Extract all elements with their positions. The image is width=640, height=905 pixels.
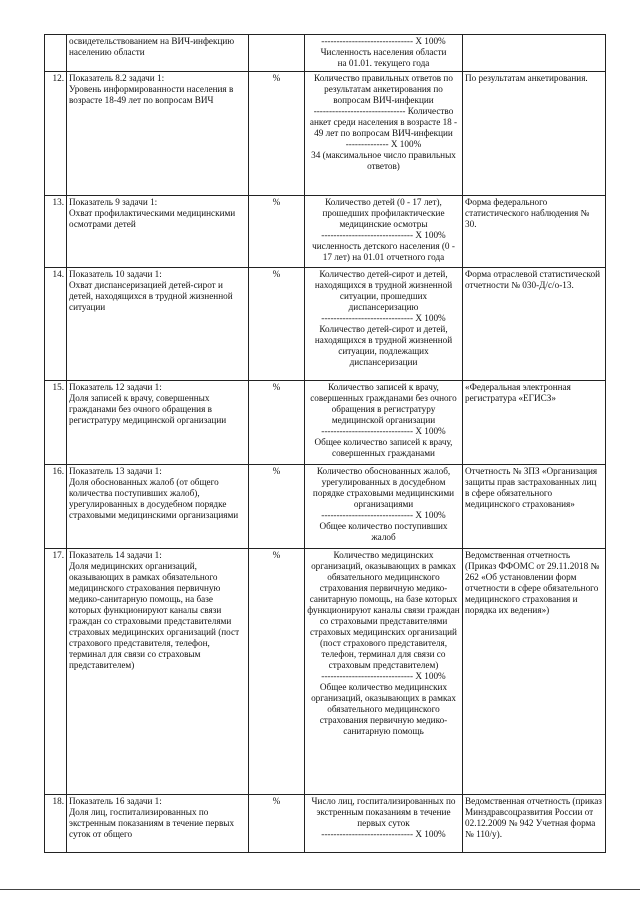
row-number: 17.: [45, 549, 67, 795]
indicator-name-line: Доля обоснованных жалоб (от общего количества поступивших жалоб), урегулированных в досудебном порядке страховыми медицинскими организациями: [69, 477, 239, 520]
table-row: [45, 72, 606, 196]
indicator-name: [67, 795, 249, 853]
table-row: [45, 465, 606, 549]
formula-line: ------------------------------ X 100%: [321, 829, 446, 839]
formula-line: Общее количество медицинских организаций, оказывающих в рамках обязательного медицинского страхования первичную медико-санитарную помощь: [311, 682, 456, 736]
indicator-name-line: освидетельствованием на ВИЧ-инфекцию населению области: [69, 36, 235, 57]
table-row: [45, 549, 606, 795]
unit-of-measure: %: [249, 72, 305, 196]
row-number: 15.: [45, 381, 67, 465]
formula-line: Количество детей-сирот и детей, находящихся в трудной жизненной ситуации, прошедших диспансеризацию: [314, 269, 453, 312]
data-source: Форма отраслевой статистической отчетности № 030-Д/с/о-13.: [463, 268, 606, 381]
indicator-name-line: Показатель 13 задачи 1:: [69, 466, 162, 476]
formula-line: Количество обоснованных жалоб, урегулированных в досудебном порядке страховыми медицинскими организациями: [312, 466, 455, 509]
calculation-formula: [305, 381, 463, 465]
formula-line: ------------------------------ X 100%: [321, 36, 446, 46]
calculation-formula: [305, 268, 463, 381]
formula-line: ------------------------------ X 100%: [321, 671, 446, 681]
indicator-name-line: Охват диспансеризацией детей-сирот и детей, находящихся в трудной жизненной ситуации: [69, 280, 233, 312]
table-row: [45, 795, 606, 853]
indicator-name: [67, 549, 249, 795]
formula-line: Общее количество записей к врачу, совершенных гражданами: [314, 437, 453, 458]
indicator-name: [67, 196, 249, 268]
page-bottom-rule: [0, 889, 640, 890]
formula-line: ------------------------------ Количество: [313, 106, 454, 116]
indicator-name-line: Доля лиц, госпитализированных по экстренным показаниям в течение первых суток от общего: [69, 807, 235, 839]
formula-line: 34 (максимальное число правильных ответов): [311, 150, 456, 171]
indicator-name-line: Показатель 14 задачи 1:: [69, 550, 162, 560]
table-row: [45, 35, 606, 72]
formula-line: Количество детей-сирот и детей, находящихся в трудной жизненной ситуации, подлежащих диспансеризации: [314, 324, 453, 367]
data-source: Ведомственная отчетность (Приказ ФФОМС от 29.11.2018 № 262 «Об установлении форм отчетности в сфере обязательного медицинского страхования и порядка их ведения»): [463, 549, 606, 795]
table-row: [45, 381, 606, 465]
formula-line: ------------------------------ X 100%: [321, 230, 446, 240]
formula-line: Количество правильных ответов по результатам анкетирования по вопросам ВИЧ-инфекции: [314, 73, 453, 105]
indicator-name-line: Показатель 8.2 задачи 1:: [69, 73, 165, 83]
unit-of-measure: %: [249, 381, 305, 465]
unit-of-measure: %: [249, 268, 305, 381]
indicator-name-line: Охват профилактическими медицинскими осмотрами детей: [69, 208, 236, 229]
indicator-name: [67, 268, 249, 381]
data-source: Ведомственная отчетность (приказ Минздравсоцразвития России от 02.12.2009 № 942 Учетная форма № 110/у).: [463, 795, 606, 853]
indicator-name: [67, 381, 249, 465]
formula-line: -------------- X 100%: [345, 139, 422, 149]
data-source: «Федеральная электронная регистратура «ЕГИСЗ»: [463, 381, 606, 465]
unit-of-measure: %: [249, 549, 305, 795]
calculation-formula: [305, 72, 463, 196]
formula-line: ------------------------------ X 100%: [321, 510, 446, 520]
formula-line: Количество медицинских организаций, оказывающих в рамках обязательного медицинского страхования первичную медико-санитарную помощь, на базе которых функционируют каналы связи граждан со страховыми представителями страховых медицинских организаций (пост страхового представителя, телефон, терминал для связи со страховым представителем): [307, 550, 460, 670]
indicators-table-body: [45, 35, 606, 853]
row-number: 16.: [45, 465, 67, 549]
data-source: [463, 35, 606, 72]
formula-line: Число лиц, госпитализированных по экстренным показаниям в течение первых суток: [311, 796, 456, 828]
unit-of-measure: %: [249, 465, 305, 549]
data-source: Отчетность № ЗПЗ «Организация защиты прав застрахованных лиц в сфере обязательного медицинского страхования»: [463, 465, 606, 549]
indicator-name-line: Показатель 10 задачи 1:: [69, 269, 162, 279]
formula-line: Количество детей (0 - 17 лет), прошедших профилактические медицинские осмотры: [322, 197, 445, 229]
indicator-name-line: Доля записей к врачу, совершенных гражданами без очного обращения в регистратуру медицинской организации: [69, 393, 227, 425]
indicator-name: [67, 72, 249, 196]
formula-line: ------------------------------ X 100%: [321, 426, 446, 436]
row-number: 12.: [45, 72, 67, 196]
indicator-name-line: Показатель 9 задачи 1:: [69, 197, 158, 207]
row-number: [45, 35, 67, 72]
indicator-name-line: Показатель 16 задачи 1:: [69, 796, 162, 806]
calculation-formula: [305, 465, 463, 549]
calculation-formula: [305, 35, 463, 72]
formula-line: Количество записей к врачу, совершенных гражданами без очного обращения в регистратуру медицинской организации: [310, 382, 457, 425]
indicator-name-line: Доля медицинских организаций, оказывающих в рамках обязательного медицинского страхования первичную медико-санитарную помощь, на базе которых функционируют каналы связи граждан со страховыми представителями страховых медицинских организаций (пост страхового представителя, телефон, терминал для связи со страховым представителем): [69, 561, 240, 670]
formula-line: анкет среди населения в возрасте 18 - 49 лет по вопросам ВИЧ-инфекции: [309, 117, 458, 138]
indicator-name-line: Показатель 12 задачи 1:: [69, 382, 162, 392]
calculation-formula: [305, 196, 463, 268]
row-number: 18.: [45, 795, 67, 853]
row-number: 14.: [45, 268, 67, 381]
calculation-formula: [305, 795, 463, 853]
formula-line: на 01.01. текущего года: [337, 58, 430, 68]
indicator-name: [67, 35, 249, 72]
formula-line: Численность населения области: [320, 47, 447, 57]
unit-of-measure: %: [249, 196, 305, 268]
formula-line: ------------------------------ X 100%: [321, 313, 446, 323]
formula-line: Общее количество поступивших жалоб: [319, 521, 448, 542]
indicator-name-line: Уровень информированности населения в возрасте 18-49 лет по вопросам ВИЧ: [69, 84, 234, 105]
data-source: Форма федерального статистического наблюдения № 30.: [463, 196, 606, 268]
indicators-table: [44, 34, 606, 853]
table-row: [45, 268, 606, 381]
formula-line: численность детского населения (0 - 17 лет) на 01.01 отчетного года: [312, 241, 455, 262]
unit-of-measure: [249, 35, 305, 72]
calculation-formula: [305, 549, 463, 795]
indicator-name: [67, 465, 249, 549]
table-row: [45, 196, 606, 268]
data-source: По результатам анкетирования.: [463, 72, 606, 196]
row-number: 13.: [45, 196, 67, 268]
unit-of-measure: %: [249, 795, 305, 853]
